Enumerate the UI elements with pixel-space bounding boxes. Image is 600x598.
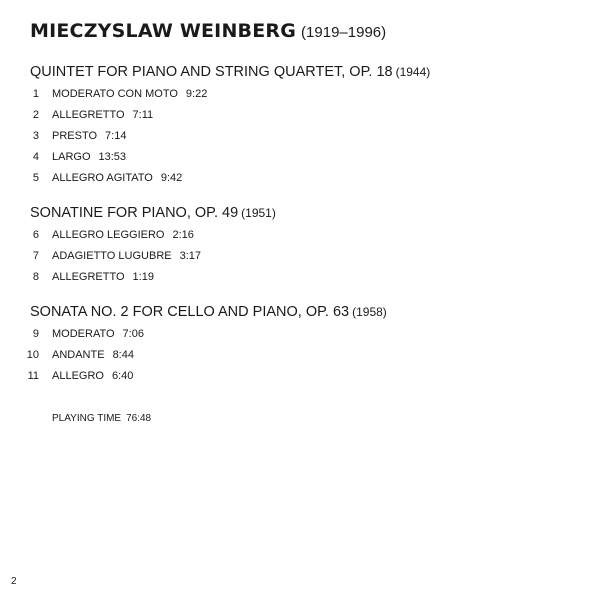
track-title: [52, 271, 154, 283]
track-number: 11: [27, 370, 39, 382]
track-number: 1: [32, 88, 39, 100]
composer-dates: (1919–1996): [301, 24, 387, 41]
track-number: 10: [26, 349, 39, 361]
track-time: 6:40: [111, 370, 134, 382]
track-number: 9: [32, 328, 39, 340]
track-title: [52, 130, 126, 142]
track-title-text: ALLEGRO AGITATO: [52, 172, 153, 184]
work-year: (1944): [395, 65, 431, 79]
track-number: 8: [32, 271, 39, 283]
track-title-text: LARGO: [52, 151, 91, 163]
track-title-text: ANDANTE: [52, 349, 105, 361]
track-title-text: ALLEGRETTO: [52, 271, 125, 283]
track-number: 7: [32, 250, 39, 262]
track-title: [52, 109, 153, 121]
track-title: [52, 370, 133, 382]
composer-name: MIECZYSLAW WEINBERG: [30, 20, 297, 42]
track-title: [52, 151, 126, 163]
track-time: 9:22: [185, 88, 208, 100]
track-time: 1:19: [132, 271, 154, 283]
playing-time-value: 76:48: [126, 413, 152, 424]
work-year: (1951): [241, 206, 276, 220]
track-title: [52, 250, 201, 262]
playing-time: [52, 413, 151, 424]
track-title: [52, 349, 134, 361]
track-time: 9:42: [160, 172, 183, 184]
track-title-text: ADAGIETTO LUGUBRE: [52, 250, 172, 262]
work-title: [30, 304, 387, 320]
track-title-text: MODERATO: [52, 328, 115, 340]
track-time: 3:17: [179, 250, 202, 262]
track-title: [52, 328, 144, 340]
track-title: [52, 172, 182, 184]
track-number: 5: [32, 172, 39, 184]
track-number: 4: [32, 151, 39, 163]
track-time: 7:06: [122, 328, 144, 340]
page-number: 2: [11, 576, 17, 587]
track-title: [52, 229, 194, 241]
track-number: 2: [32, 109, 39, 121]
work-year: (1958): [352, 305, 387, 319]
work-title-text: QUINTET FOR PIANO AND STRING QUARTET, OP. 18: [30, 64, 393, 80]
track-time: 2:16: [172, 229, 194, 241]
track-title: [52, 88, 207, 100]
playing-time-label: PLAYING TIME: [52, 413, 122, 424]
track-title-text: ALLEGRO LEGGIERO: [52, 229, 165, 241]
track-time: 7:14: [105, 130, 127, 142]
track-title-text: PRESTO: [52, 130, 98, 142]
track-title-text: ALLEGRO: [52, 370, 104, 382]
track-number: 6: [32, 229, 39, 241]
track-title-text: ALLEGRETTO: [52, 109, 125, 121]
track-time: 13:53: [98, 151, 127, 163]
work-title-text: SONATINE FOR PIANO, OP. 49: [30, 205, 239, 221]
composer-header: [30, 20, 386, 42]
work-title-text: SONATA NO. 2 FOR CELLO AND PIANO, OP. 63: [30, 304, 350, 320]
track-number: 3: [32, 130, 39, 142]
work-title: [30, 64, 430, 80]
work-title: [30, 205, 276, 221]
track-title-text: MODERATO CON MOTO: [52, 88, 178, 100]
track-time: 8:44: [112, 349, 134, 361]
track-time: 7:11: [132, 109, 154, 121]
